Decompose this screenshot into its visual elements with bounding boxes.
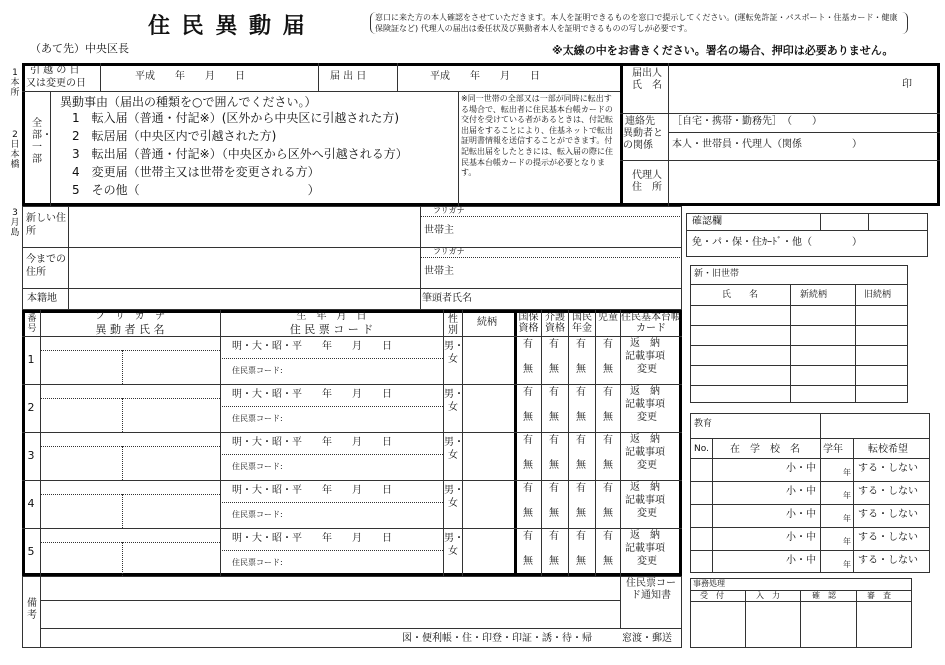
office-col-review: 審 査	[867, 591, 891, 600]
row-flag-no[interactable]: 無	[549, 364, 559, 375]
edu-school-field[interactable]: 小・中	[786, 532, 816, 543]
row-number: 5	[27, 545, 35, 558]
row-card-change2: 変更	[637, 412, 657, 423]
col-sex: 性別	[448, 314, 458, 336]
row-flag-no[interactable]: 無	[603, 412, 613, 423]
row-sex-field[interactable]: 男・女	[444, 437, 464, 461]
row-flag-yes[interactable]: 有	[549, 387, 559, 398]
confirm-value[interactable]: 免・パ・保・住ｶｰﾄﾞ・他（ ）	[692, 237, 862, 248]
office-title: 事務処理	[693, 579, 725, 588]
row-flag-no[interactable]: 無	[523, 412, 533, 423]
row-birthdate-field[interactable]: 明・大・昭・平 年 月 日	[232, 437, 392, 448]
row-flag-no[interactable]: 無	[603, 460, 613, 471]
row-card-change: 記載事項	[625, 351, 665, 362]
edu-transfer-field[interactable]: する・しない	[858, 463, 918, 474]
row-card-change: 記載事項	[625, 495, 665, 506]
household-col-name: 氏 名	[722, 290, 759, 300]
edu-col-no: No.	[694, 444, 709, 454]
row-flag-no[interactable]: 無	[576, 556, 586, 567]
edu-grade-field[interactable]: 年	[843, 514, 851, 523]
row-card-return: 返 納	[630, 530, 660, 541]
edu-transfer-field[interactable]: する・しない	[858, 555, 918, 566]
col-card: 住民基本台帳カード	[621, 312, 681, 334]
row-flag-yes[interactable]: 有	[603, 531, 613, 542]
row-code-field[interactable]: 住民票コード:	[232, 366, 283, 375]
edu-school-field[interactable]: 小・中	[786, 486, 816, 497]
contact-label: 連絡先	[625, 116, 655, 127]
row-number: 1	[27, 353, 35, 366]
row-flag-yes[interactable]: 有	[549, 339, 559, 350]
confirm-box	[686, 213, 928, 257]
edu-col-transfer: 転校希望	[868, 444, 908, 455]
juki-card-note: ※同一世帯の全部又は一部が同時に転出する場合で、転出者に住民基本台帳カードの交付を受けている者があるときは、付記転出届をすることにより、住基ネットで転出証明書情報を送信することができます。付記転出届をしたときには、転入届の際に住民基本台帳カードの提示が必要となります。	[461, 94, 613, 178]
id-notice: 窓口に来た方の本人確認をさせていただきます。本人を証明できるものを窓口で提示してください。(運転免許証・パスポート・住基カード・健康保険証など) 代理人の届出は委任状及び異動者本人を証明できるものの写しが必要です。	[370, 12, 908, 34]
hittosha-label: 筆頭者氏名	[422, 293, 472, 304]
row-number: 4	[27, 497, 35, 510]
row-card-return: 返 納	[630, 338, 660, 349]
row-flag-no[interactable]: 無	[603, 556, 613, 567]
reason-item-1[interactable]: 1 転入届（普通・付記※）(区外から中央区に引越された方)	[72, 111, 400, 125]
office-col-reception: 受 付	[700, 591, 724, 600]
row-flag-yes[interactable]: 有	[549, 531, 559, 542]
col-kokuho: 国保資格	[518, 312, 539, 334]
row-code-field[interactable]: 住民票コード:	[232, 414, 283, 423]
reason-item-5[interactable]: 5 その他（ ）	[72, 183, 320, 197]
row-flag-no[interactable]: 無	[576, 508, 586, 519]
row-flag-yes[interactable]: 有	[576, 339, 586, 350]
row-flag-yes[interactable]: 有	[576, 531, 586, 542]
delivery-method: 窓渡・郵送	[622, 633, 672, 644]
edu-school-field[interactable]: 小・中	[786, 509, 816, 520]
row-flag-yes[interactable]: 有	[576, 387, 586, 398]
edu-transfer-field[interactable]: する・しない	[858, 486, 918, 497]
household-box	[690, 265, 908, 403]
col-kaigo: 介護資格	[545, 312, 565, 334]
row-flag-no[interactable]: 無	[603, 364, 613, 375]
col-code: 住 民 票 コ ー ド	[289, 323, 374, 336]
row-number: 3	[27, 449, 35, 462]
row-flag-no[interactable]: 無	[549, 460, 559, 471]
row-flag-yes[interactable]: 有	[523, 339, 533, 350]
row-code-field[interactable]: 住民票コード:	[232, 510, 283, 519]
row-flag-yes[interactable]: 有	[603, 435, 613, 446]
row-flag-yes[interactable]: 有	[576, 435, 586, 446]
reason-item-3[interactable]: 3 転出届（普通・付記※）（中央区から区外へ引越される方）	[72, 147, 408, 161]
confirm-title: 確認欄	[692, 216, 722, 227]
row-flag-no[interactable]: 無	[523, 364, 533, 375]
row-flag-no[interactable]: 無	[603, 508, 613, 519]
row-birthdate-field[interactable]: 明・大・昭・平 年 月 日	[232, 485, 392, 496]
edu-grade-field[interactable]: 年	[843, 491, 851, 500]
edu-grade-field[interactable]: 年	[843, 468, 851, 477]
seal-mark: 印	[902, 79, 912, 90]
row-card-change2: 変更	[637, 364, 657, 375]
agent-address-label: 代理人住 所	[632, 170, 662, 193]
row-code-field[interactable]: 住民票コード:	[232, 558, 283, 567]
furigana-label-2: フリガナ	[433, 247, 465, 256]
side-label-nihonbashi: 2日本橋	[10, 130, 20, 170]
row-code-field[interactable]: 住民票コード:	[232, 462, 283, 471]
filing-date-field[interactable]: 平成 年 月 日	[430, 71, 540, 82]
address-section	[22, 206, 682, 310]
col-name: 異 動 者 氏 名	[95, 323, 165, 336]
row-sex-field[interactable]: 男・女	[444, 533, 464, 557]
row-flag-yes[interactable]: 有	[576, 483, 586, 494]
addressee: （あて先）中央区長	[30, 42, 129, 55]
row-flag-no[interactable]: 無	[549, 556, 559, 567]
household-title: 新・旧世帯	[694, 269, 740, 279]
row-flag-no[interactable]: 無	[549, 412, 559, 423]
row-card-change2: 変更	[637, 556, 657, 567]
edu-grade-field[interactable]: 年	[843, 537, 851, 546]
row-flag-yes[interactable]: 有	[549, 483, 559, 494]
row-flag-yes[interactable]: 有	[603, 387, 613, 398]
row-card-change: 記載事項	[625, 399, 665, 410]
row-card-change: 記載事項	[625, 543, 665, 554]
row-flag-yes[interactable]: 有	[549, 435, 559, 446]
row-flag-no[interactable]: 無	[576, 412, 586, 423]
code-notice-label: 住民票コード通知書	[626, 578, 676, 601]
relation-field[interactable]: 本人・世帯員・代理人（関係 ）	[672, 139, 862, 150]
honseki-label: 本籍地	[27, 293, 57, 304]
row-flag-no[interactable]: 無	[576, 460, 586, 471]
side-label-tsukishima: 3月島	[10, 208, 20, 238]
row-birthdate-field[interactable]: 明・大・昭・平 年 月 日	[232, 533, 392, 544]
row-flag-no[interactable]: 無	[523, 460, 533, 471]
row-card-return: 返 納	[630, 434, 660, 445]
edu-grade-field[interactable]: 年	[843, 560, 851, 569]
edu-transfer-field[interactable]: する・しない	[858, 532, 918, 543]
edu-transfer-field[interactable]: する・しない	[858, 509, 918, 520]
thick-line-warning: ※太線の中をお書きください。署名の場合、押印は必要ありません。	[552, 44, 894, 57]
col-furigana: フ リ ガ ナ	[95, 311, 165, 322]
moving-date-label: 引 越 の 日	[30, 65, 80, 76]
setainushi-label-1: 世帯主	[424, 225, 454, 236]
all-part-label: 全部・一部	[32, 118, 52, 165]
row-flag-no[interactable]: 無	[523, 556, 533, 567]
row-sex-field[interactable]: 男・女	[444, 341, 464, 365]
row-flag-yes[interactable]: 有	[603, 483, 613, 494]
row-flag-yes[interactable]: 有	[523, 387, 533, 398]
edu-col-school: 在 学 校 名	[730, 444, 800, 455]
row-sex-field[interactable]: 男・女	[444, 389, 464, 413]
household-col-old: 旧続柄	[864, 290, 892, 300]
applicant-name-label: 届出人氏 名	[632, 68, 662, 91]
row-flag-yes[interactable]: 有	[523, 531, 533, 542]
col-birth: 生 年 月 日	[296, 311, 367, 322]
row-card-return: 返 納	[630, 386, 660, 397]
row-card-change: 記載事項	[625, 447, 665, 458]
row-flag-no[interactable]: 無	[523, 508, 533, 519]
row-flag-yes[interactable]: 有	[523, 483, 533, 494]
form-title: 住 民 異 動 届	[148, 14, 307, 39]
remarks-label: 備考	[27, 598, 37, 621]
setainushi-label-2: 世帯主	[424, 266, 454, 277]
row-sex-field[interactable]: 男・女	[444, 485, 464, 509]
edu-school-field[interactable]: 小・中	[786, 463, 816, 474]
reason-item-4[interactable]: 4 変更届（世帯主又は世帯を変更される方）	[72, 165, 320, 179]
moving-date-field[interactable]: 平成 年 月 日	[135, 71, 245, 82]
new-address-label: 新しい住 所	[26, 213, 76, 237]
relation-label: 異動者との関係	[623, 128, 663, 151]
routing-stamps: 図・便利帳・住・印登・印証・誘・待・帰	[402, 633, 592, 644]
col-jido: 児童	[598, 312, 618, 323]
office-col-input: 入 力	[756, 591, 780, 600]
reason-item-2[interactable]: 2 転居届（中央区内で引越された方)	[72, 129, 277, 143]
education-title: 教育	[694, 419, 713, 429]
reason-header: 異動事由（届出の種類を○で囲んでください。）	[60, 95, 317, 109]
office-col-confirm: 確 認	[812, 591, 836, 600]
change-date-label: 又は変更の日	[26, 78, 86, 89]
edu-school-field[interactable]: 小・中	[786, 555, 816, 566]
row-card-change2: 変更	[637, 460, 657, 471]
furigana-label-1: フリガナ	[433, 206, 465, 215]
edu-col-grade: 学年	[823, 444, 843, 455]
col-kokumin: 国民年金	[572, 312, 592, 334]
row-flag-yes[interactable]: 有	[523, 435, 533, 446]
row-flag-yes[interactable]: 有	[603, 339, 613, 350]
prev-address-label: 今までの住所	[26, 254, 66, 278]
row-flag-no[interactable]: 無	[549, 508, 559, 519]
col-relation: 続柄	[477, 317, 497, 328]
col-no: 番号	[27, 314, 37, 334]
filing-date-label: 届 出 日	[330, 71, 367, 82]
row-birthdate-field[interactable]: 明・大・昭・平 年 月 日	[232, 389, 392, 400]
row-birthdate-field[interactable]: 明・大・昭・平 年 月 日	[232, 341, 392, 352]
row-card-return: 返 納	[630, 482, 660, 493]
contact-field[interactable]: ［自宅・携帯・勤務先］ （ ）	[672, 116, 822, 127]
office-box	[690, 578, 912, 648]
row-card-change2: 変更	[637, 508, 657, 519]
household-col-new: 新続柄	[800, 290, 828, 300]
row-number: 2	[27, 401, 35, 414]
side-label-honjo: 1本所	[10, 68, 20, 98]
row-flag-no[interactable]: 無	[576, 364, 586, 375]
